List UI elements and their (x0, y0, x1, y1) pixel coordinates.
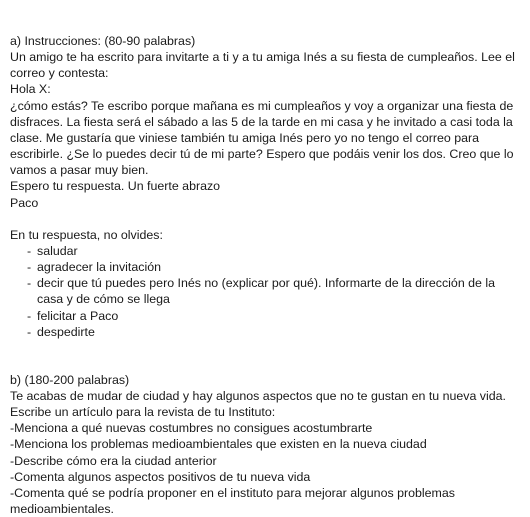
list-item-text: decir que tú puedes pero Inés no (explicar por qué). Informarte de la dirección de la casa y de cómo se llega (37, 276, 496, 307)
task-line: -Menciona los problemas medioambientales que existen en la nueva ciudad (10, 437, 427, 452)
bullet-dash: - (27, 243, 32, 258)
task-line: medioambientales. (10, 502, 115, 517)
spacer (10, 211, 522, 227)
document-page (10, 33, 522, 517)
letter-body-line: vamos a pasar muy bien. (10, 163, 149, 178)
list-item (10, 324, 522, 340)
letter-body-line: clase. Me gustaría que viniese también tu amiga Inés pero yo no tengo el correo para (10, 130, 480, 145)
bullet-dash: - (27, 308, 32, 323)
list-item-text: felicitar a Paco (37, 308, 119, 323)
task-line: -Menciona a qué nuevas costumbres no consigues acostumbrarte (10, 421, 373, 436)
spacer (10, 340, 522, 372)
section-a-heading: a) Instrucciones: (80-90 palabras) (10, 34, 196, 48)
list-item (10, 243, 522, 259)
letter-body-line: escribirle. ¿Se lo puedes decir tú de mi parte? Espero que podáis venir los dos. Creo que lo (10, 147, 514, 162)
list-item-text: saludar (37, 243, 78, 258)
letter-greeting: Hola X: (10, 82, 51, 97)
section-b-intro-line: Escribe un artículo para la revista de tu Instituto: (10, 405, 276, 420)
section-b (10, 372, 522, 517)
list-item (10, 275, 522, 307)
letter-closing: Espero tu respuesta. Un fuerte abrazo (10, 179, 221, 194)
section-a-intro-line: correo y contesta: (10, 66, 109, 81)
bullet-dash: - (27, 324, 32, 339)
bullet-dash: - (27, 260, 32, 275)
section-b-heading: b) (180-200 palabras) (10, 372, 130, 387)
list-item-text: agradecer la invitación (37, 260, 161, 275)
list-item (10, 259, 522, 275)
letter-signature: Paco (10, 195, 39, 210)
section-a-intro-line: Un amigo te ha escrito para invitarte a ti y a tu amiga Inés a su fiesta de cumpleaños. Lee el (10, 50, 515, 65)
task-line: -Comenta qué se podría proponer en el instituto para mejorar algunos problemas (10, 485, 455, 500)
reminder-list (10, 243, 522, 340)
section-a (10, 33, 522, 340)
list-item (10, 308, 522, 324)
task-line: -Describe cómo era la ciudad anterior (10, 453, 217, 468)
section-b-intro-line: Te acabas de mudar de ciudad y hay algunos aspectos que no te gustan en tu nueva vida. (10, 388, 506, 403)
bullet-dash: - (27, 276, 32, 291)
task-line: -Comenta algunos aspectos positivos de tu nueva vida (10, 469, 311, 484)
list-item-text: despedirte (37, 324, 95, 339)
letter-body-line: ¿cómo estás? Te escribo porque mañana es mi cumpleaños y voy a organizar una fiesta de (10, 98, 514, 113)
reminder-heading: En tu respuesta, no olvides: (10, 227, 163, 242)
letter-body-line: disfraces. La fiesta será el sábado a las 5 de la tarde en mi casa y he invitado a casi toda la (10, 114, 513, 129)
